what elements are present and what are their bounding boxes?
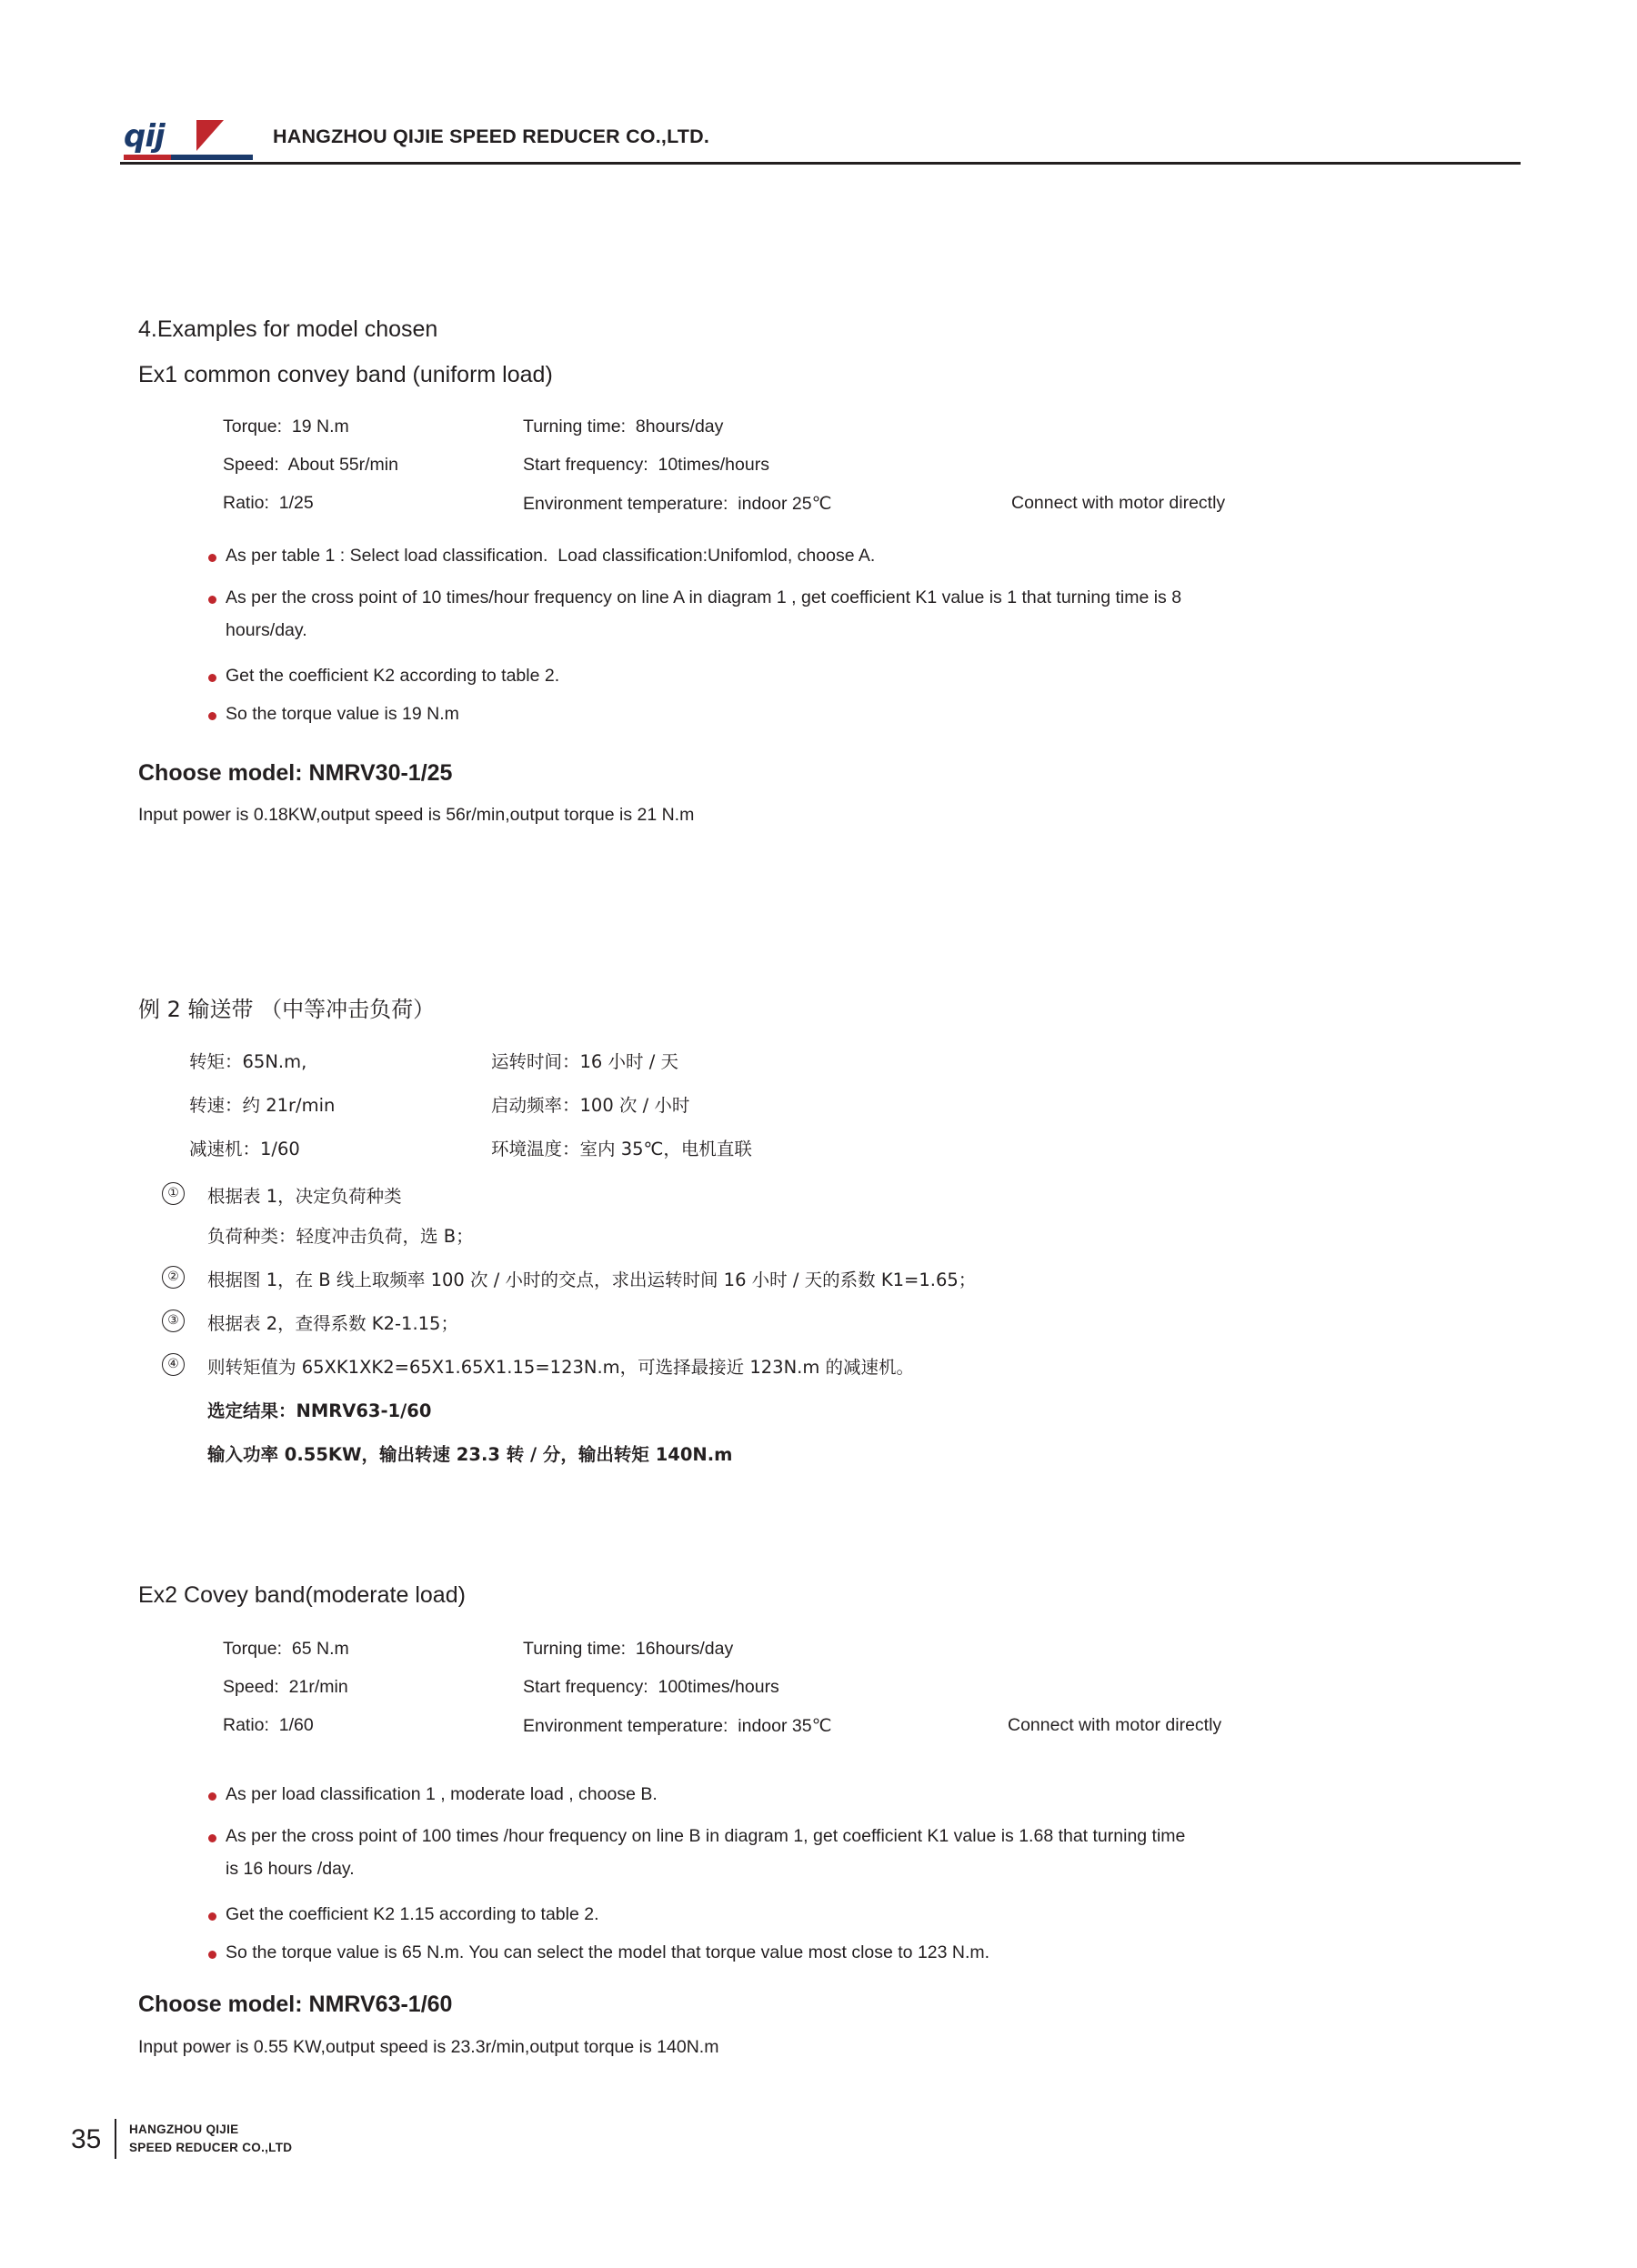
- cn-start-freq: 启动频率：100 次 / 小时: [491, 1095, 690, 1116]
- ex2-environment: Environment temperature: indoor 35℃: [523, 1716, 832, 1736]
- cn-torque: 转矩：65N.m,: [189, 1051, 307, 1072]
- bullet-marker: [208, 674, 216, 682]
- company-name: HANGZHOU QIJIE SPEED REDUCER CO.,LTD.: [273, 125, 710, 147]
- ex2-start-frequency: Start frequency: 100times/hours: [523, 1677, 779, 1697]
- cn-run-time: 运转时间：16 小时 / 天: [491, 1051, 678, 1072]
- bullet-marker: [208, 1951, 216, 1959]
- section-title: 4.Examples for model chosen: [138, 316, 438, 342]
- list-number-4: ④: [162, 1353, 185, 1376]
- company-logo: [120, 115, 256, 164]
- ex1-bullet-1: As per table 1 : Select load classification. Load classification:Unifomlod, choose A.: [226, 546, 876, 566]
- cn-result-2: 输入功率 0.55KW，输出转速 23.3 转 / 分，输出转矩 140N.m: [207, 1444, 733, 1465]
- ex1-result-detail: Input power is 0.18KW,output speed is 56r/min,output torque is 21 N.m: [138, 805, 695, 825]
- footer-company-line1: HANGZHOU QIJIE: [129, 2122, 239, 2136]
- ex1-ratio: Ratio: 1/25: [223, 493, 314, 513]
- ex1-choose-model: Choose model: NMRV30-1/25: [138, 760, 453, 786]
- ex1-start-frequency: Start frequency: 10times/hours: [523, 455, 769, 475]
- ex2-bullet-2: As per the cross point of 100 times /hour frequency on line B in diagram 1, get coefficient K1 value is 1.68 that turning time: [226, 1826, 1186, 1846]
- footer-divider: [115, 2119, 116, 2159]
- cn-example-title: 例 2 输送带 （中等冲击负荷）: [138, 997, 436, 1022]
- ex1-torque: Torque: 19 N.m: [223, 416, 349, 437]
- bullet-marker: [208, 712, 216, 720]
- cn-item-1-line2: 负荷种类：轻度冲击负荷，选 B；: [207, 1226, 474, 1247]
- header-divider-accent: [120, 162, 156, 165]
- ex1-bullet-2: As per the cross point of 10 times/hour frequency on line A in diagram 1 , get coefficient K1 value is 1 that turning time is 8: [226, 587, 1182, 607]
- bullet-marker: [208, 596, 216, 604]
- cn-result-1: 选定结果：NMRV63-1/60: [207, 1400, 432, 1421]
- ex1-bullet-3: Get the coefficient K2 according to table 2.: [226, 666, 560, 686]
- logo-accent-shape: [196, 120, 224, 151]
- cn-item-1-line1: 根据表 1，决定负荷种类: [207, 1186, 402, 1207]
- ex2-choose-model: Choose model: NMRV63-1/60: [138, 1992, 453, 2017]
- cn-speed: 转速：约 21r/min: [189, 1095, 336, 1116]
- ex1-bullet-2-cont: hours/day.: [226, 620, 307, 640]
- cn-item-3-line1: 根据表 2，查得系数 K2-1.15；: [207, 1313, 458, 1334]
- ex2-result-detail: Input power is 0.55 KW,output speed is 23.3r/min,output torque is 140N.m: [138, 2037, 719, 2057]
- list-number-2: ②: [162, 1266, 185, 1289]
- ex2-speed: Speed: 21r/min: [223, 1677, 348, 1697]
- ex1-bullet-4: So the torque value is 19 N.m: [226, 704, 459, 724]
- ex2-bullet-4: So the torque value is 65 N.m. You can select the model that torque value most close to 123 N.m.: [226, 1942, 990, 1962]
- cn-item-4-line1: 则转矩值为 65XK1XK2=65X1.65X1.15=123N.m，可选择最接近 123N.m 的减速机。: [207, 1357, 915, 1378]
- logo-bar-red: [124, 155, 171, 160]
- bullet-marker: [208, 1792, 216, 1801]
- cn-item-2-line1: 根据图 1，在 B 线上取频率 100 次 / 小时的交点，求出运转时间 16 小时 / 天的系数 K1=1.65；: [207, 1269, 977, 1290]
- ex2-bullet-2-cont: is 16 hours /day.: [226, 1859, 355, 1879]
- bullet-marker: [208, 1834, 216, 1842]
- bullet-marker: [208, 1912, 216, 1921]
- logo-wordmark: qij: [124, 118, 165, 155]
- footer-company-line2: SPEED REDUCER CO.,LTD: [129, 2141, 293, 2154]
- bullet-marker: [208, 554, 216, 562]
- ex1-speed: Speed: About 55r/min: [223, 455, 398, 475]
- ex1-turning-time: Turning time: 8hours/day: [523, 416, 724, 437]
- ex1-title: Ex1 common convey band (uniform load): [138, 362, 553, 387]
- page-header: [120, 115, 1521, 169]
- ex2-title: Ex2 Covey band(moderate load): [138, 1582, 466, 1608]
- list-number-3: ③: [162, 1310, 185, 1332]
- list-number-1: ①: [162, 1182, 185, 1205]
- ex2-bullet-1: As per load classification 1 , moderate load , choose B.: [226, 1784, 658, 1804]
- ex2-turning-time: Turning time: 16hours/day: [523, 1639, 734, 1659]
- ex2-bullet-3: Get the coefficient K2 1.15 according to table 2.: [226, 1904, 599, 1924]
- ex2-connect: Connect with motor directly: [1008, 1715, 1222, 1735]
- ex1-connect: Connect with motor directly: [1011, 493, 1226, 513]
- cn-environment: 环境温度：室内 35℃，电机直联: [491, 1139, 752, 1159]
- ex2-ratio: Ratio: 1/60: [223, 1715, 314, 1735]
- header-divider: [120, 162, 1521, 165]
- page-number: 35: [71, 2124, 102, 2154]
- ex1-environment: Environment temperature: indoor 25℃: [523, 494, 832, 514]
- ex2-torque: Torque: 65 N.m: [223, 1639, 349, 1659]
- cn-ratio: 减速机：1/60: [189, 1139, 300, 1159]
